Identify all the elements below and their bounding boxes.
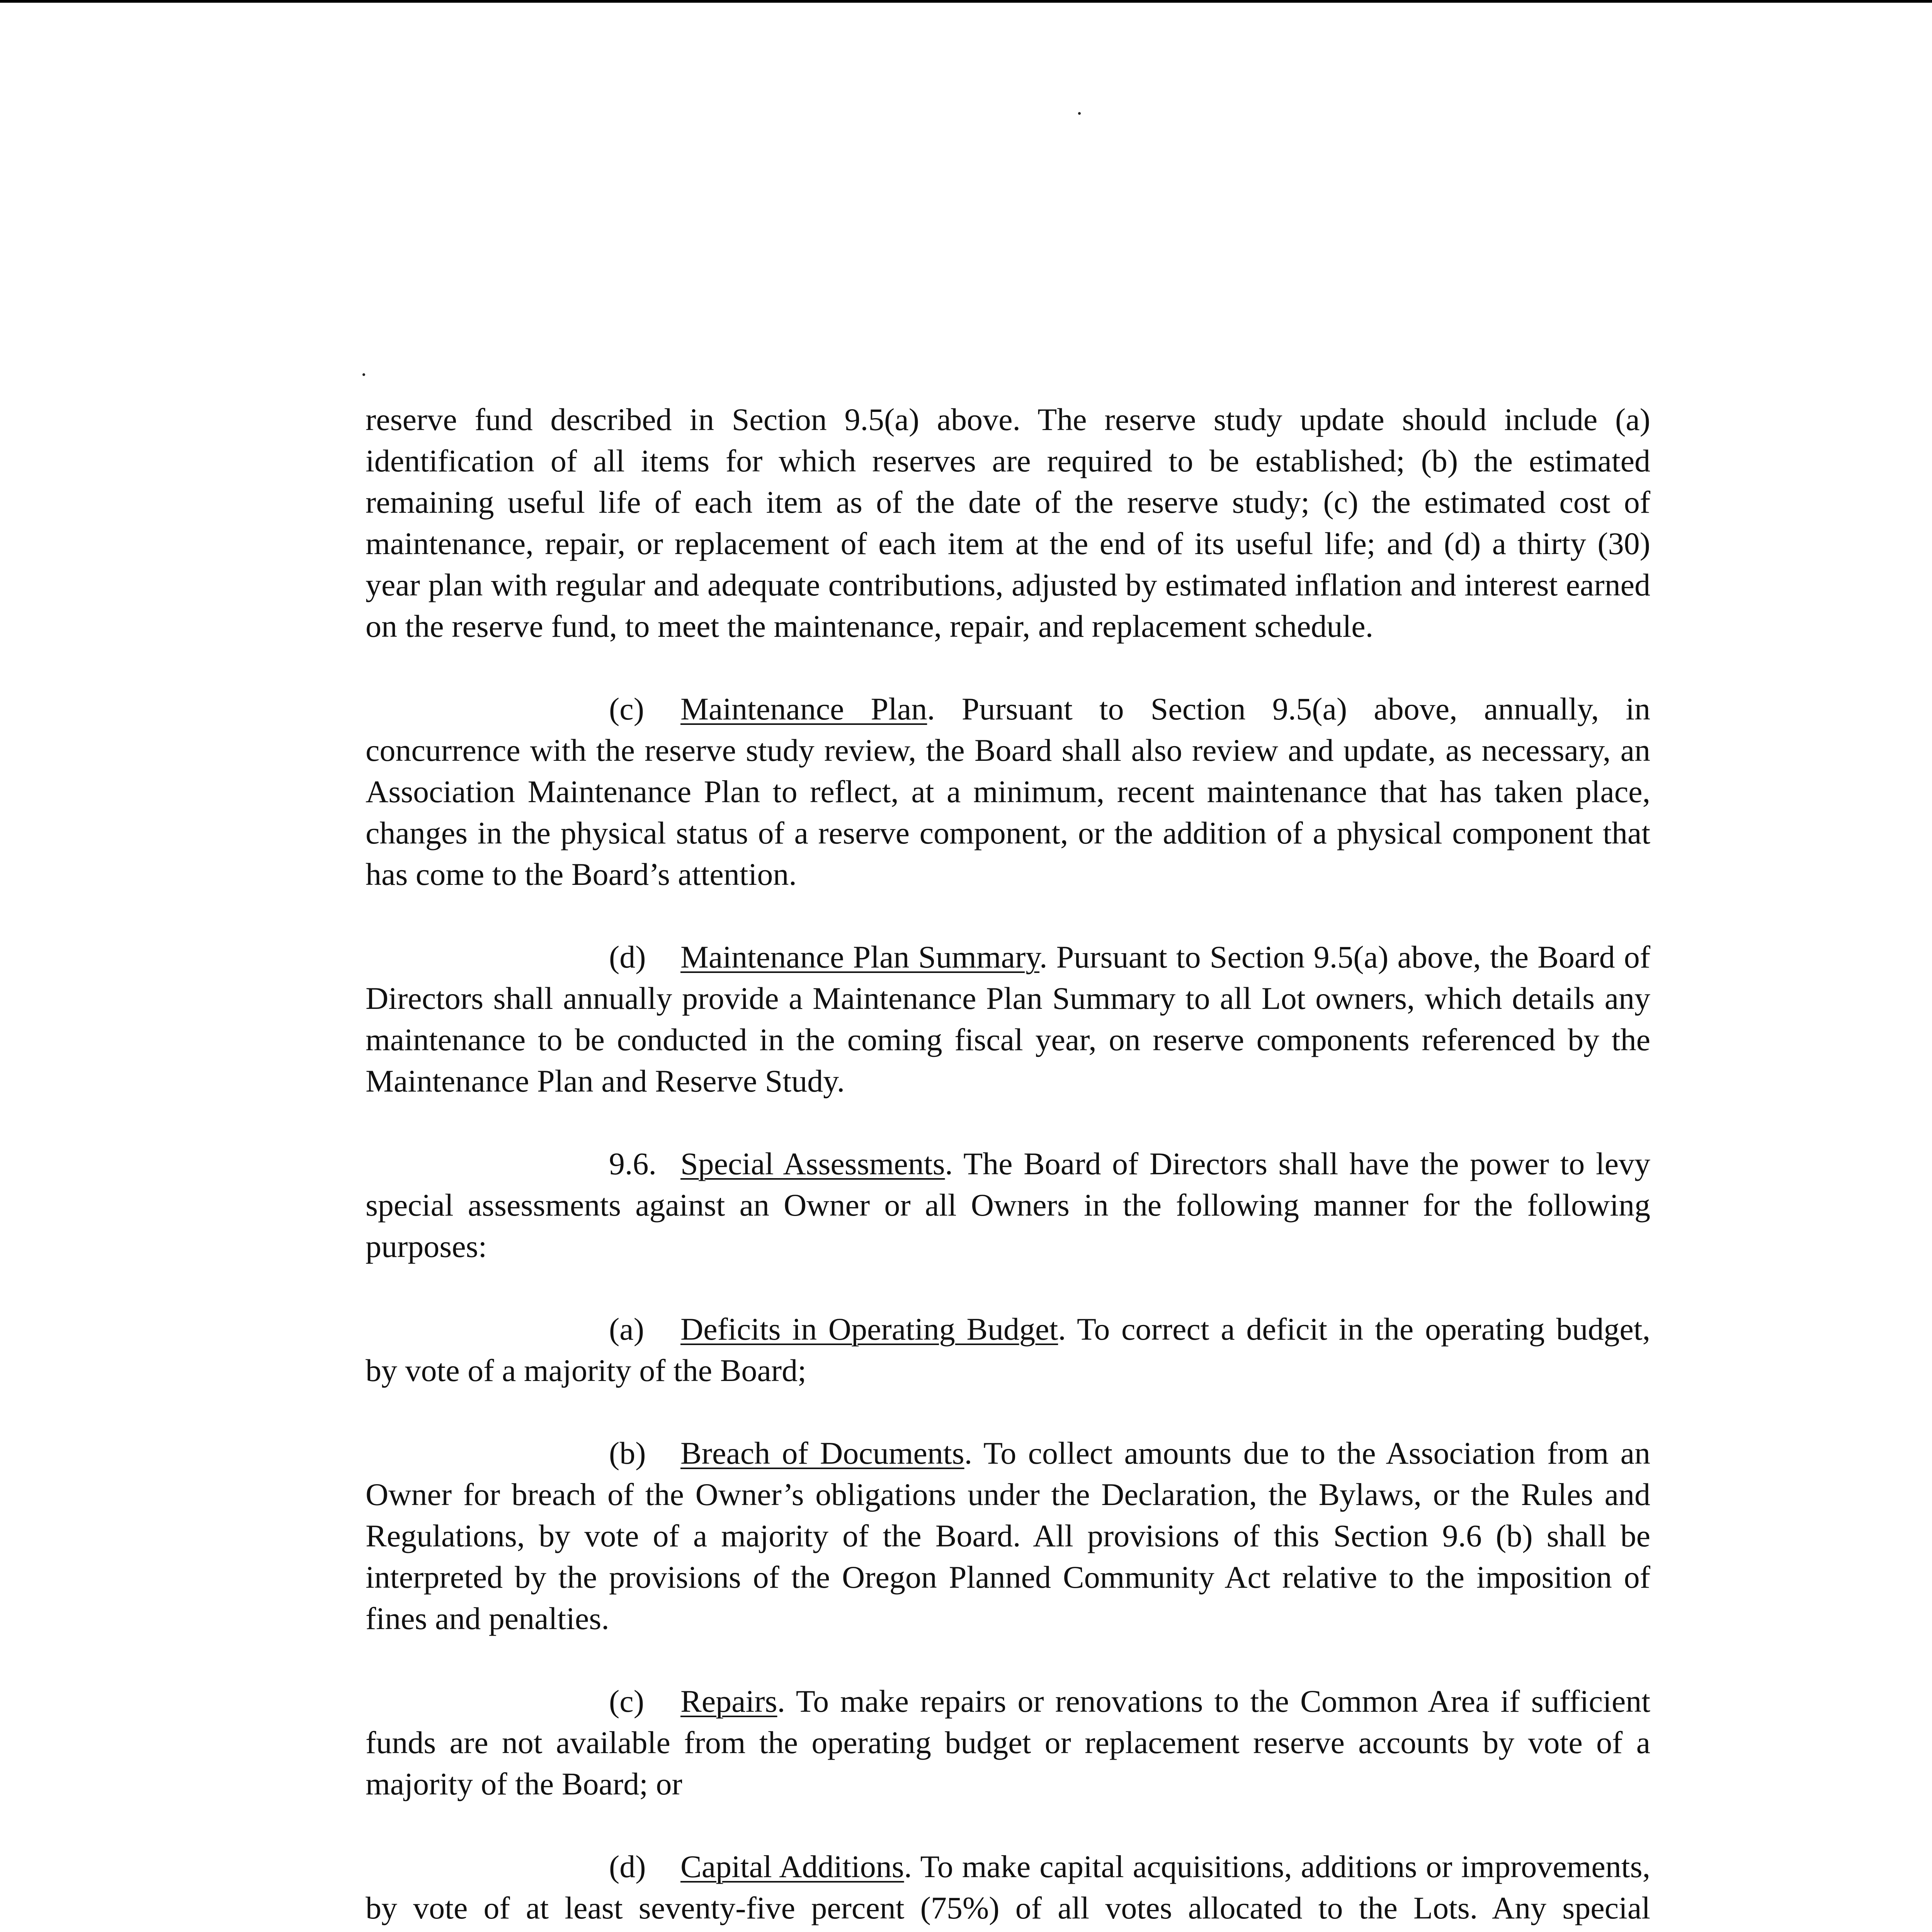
paragraph-text: . To correct a deficit in the operating budget, by vote of a majority of the Board; bbox=[366, 1311, 1650, 1388]
paragraph-marker: (b) bbox=[609, 1435, 646, 1471]
document-body bbox=[366, 399, 1650, 1932]
paragraph-marker: (a) bbox=[609, 1311, 645, 1347]
paragraph-text: . Pursuant to Section 9.5(a) above, the Board of Directors shall annually provide a Maintenance Plan Summary to all Lot owners, which details any maintenance to be conducted in the coming fiscal year, on reserve components referenced by the Maintenance Plan and Reserve Study. bbox=[366, 939, 1651, 1099]
paragraph-maintenance-plan-summary bbox=[366, 936, 1650, 1102]
paragraph-marker: (c) bbox=[609, 691, 645, 726]
paragraph-text: . To collect amounts due to the Association from an Owner for breach of the Owner’s obligations under the Declaration, the Bylaws, or the Rules and Regulations, by vote of a majority of the Board. All provisions of this Section 9.6 (b) shall be interpreted by the provisions of the Oregon Planned Community Act relative to the imposition of fines and penalties. bbox=[366, 1435, 1650, 1636]
scan-speck bbox=[1078, 112, 1081, 115]
section-heading: Capital Additions bbox=[680, 1849, 904, 1884]
paragraph-maintenance-plan bbox=[366, 688, 1650, 895]
scan-top-edge bbox=[0, 0, 1932, 3]
paragraph-special-assessments bbox=[366, 1143, 1650, 1267]
section-heading: Maintenance Plan Summary bbox=[680, 939, 1040, 975]
section-heading: Repairs bbox=[680, 1684, 777, 1719]
paragraph-repairs bbox=[366, 1680, 1650, 1804]
paragraph-text: . The Board of Directors shall have the power to levy special assessments against an Owner or all Owners in the following manner for the following purposes: bbox=[366, 1146, 1650, 1264]
paragraph-marker: (d) bbox=[609, 939, 646, 975]
paragraph-marker: (c) bbox=[609, 1684, 645, 1719]
paragraph-breach bbox=[366, 1432, 1650, 1639]
section-heading: Breach of Documents bbox=[680, 1435, 964, 1471]
paragraph-text: reserve fund described in Section 9.5(a) above. The reserve study update should include (a) identification of all items for which reserves are required to be established; (b) the estimated remaining useful life of each item as of the date of the reserve study; (c) the estimated cost of maintenance, repair, or replacement of each item at the end of its useful life; and (d) a thirty (30) year plan with regular and adequate contributions, adjusted by estimated inflation and interest earned on the reserve fund, to meet the maintenance, repair, and replacement schedule. bbox=[366, 402, 1650, 644]
paragraph-capital-additions bbox=[366, 1846, 1650, 1932]
paragraph-marker: 9.6. bbox=[609, 1146, 656, 1181]
paragraph-deficits bbox=[366, 1308, 1650, 1391]
section-heading: Deficits in Operating Budget bbox=[680, 1311, 1058, 1347]
paragraph-text: . To make repairs or renovations to the Common Area if sufficient funds are not available from the operating budget or replacement reserve accounts by vote of a majority of the Board; or bbox=[366, 1684, 1650, 1801]
paragraph-text: . Pursuant to Section 9.5(a) above, annually, in concurrence with the reserve study review, the Board shall also review and update, as necessary, an Association Maintenance Plan to reflect, at a minimum, recent maintenance that has taken place, changes in the physical status of a reserve component, or the addition of a physical component that has come to the Board’s attention. bbox=[366, 691, 1650, 892]
scan-speck bbox=[362, 373, 365, 376]
paragraph-reserve-study bbox=[366, 399, 1650, 647]
section-heading: Special Assessments bbox=[680, 1146, 945, 1181]
section-heading: Maintenance Plan bbox=[680, 691, 927, 726]
paragraph-text: . To make capital acquisitions, additions or improvements, by vote of at least seventy-five percent (75%) of all votes allocated to the Lots. Any special bbox=[366, 1849, 1650, 1925]
paragraph-marker: (d) bbox=[609, 1849, 646, 1884]
